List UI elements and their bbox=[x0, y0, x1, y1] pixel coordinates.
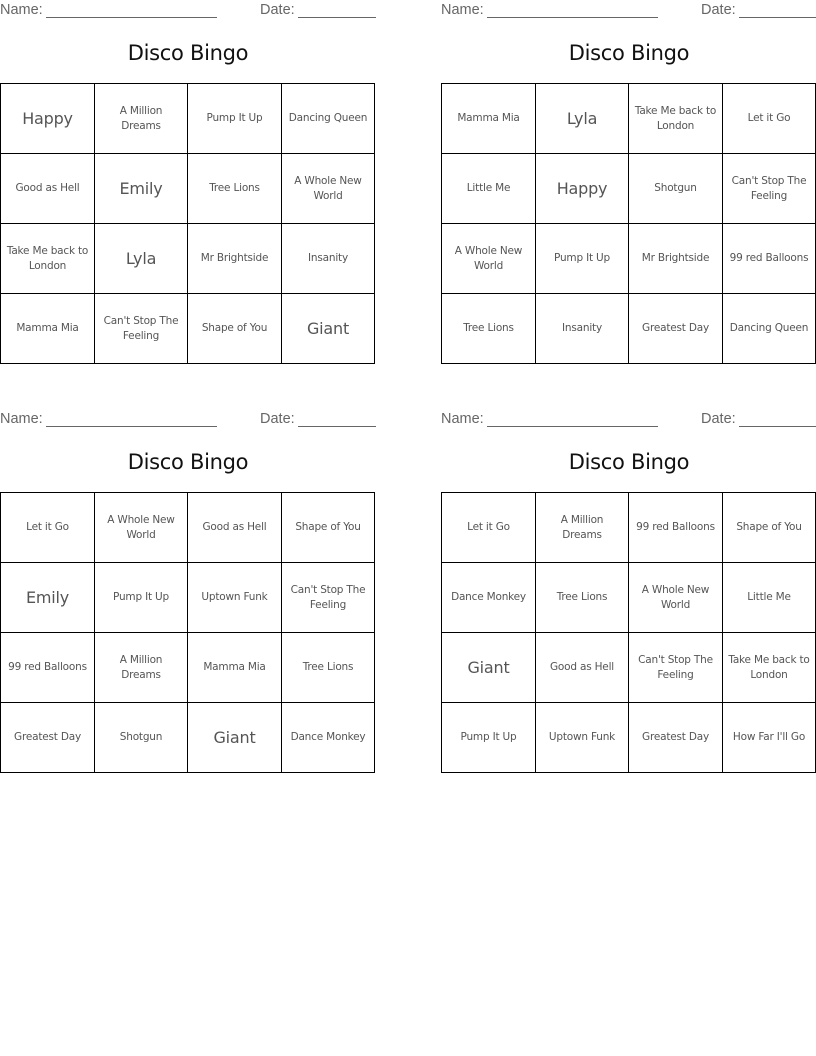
bingo-cell[interactable]: Pump It Up bbox=[442, 703, 536, 773]
bingo-cell[interactable]: Good as Hell bbox=[188, 493, 282, 563]
bingo-cell[interactable]: A Whole New World bbox=[442, 224, 536, 294]
bingo-cell[interactable]: Emily bbox=[1, 563, 95, 633]
card-title: Disco Bingo bbox=[127, 41, 249, 65]
card-title: Disco Bingo bbox=[568, 41, 690, 65]
bingo-cell[interactable]: Shape of You bbox=[282, 493, 375, 563]
bingo-cell[interactable]: Tree Lions bbox=[282, 633, 375, 703]
bingo-cell[interactable]: Good as Hell bbox=[1, 154, 95, 224]
bingo-grid bbox=[0, 492, 375, 773]
card-title: Disco Bingo bbox=[127, 450, 249, 474]
bingo-cell[interactable]: Greatest Day bbox=[1, 703, 95, 773]
bingo-cell[interactable]: 99 red Balloons bbox=[1, 633, 95, 703]
bingo-cell[interactable]: Tree Lions bbox=[536, 563, 629, 633]
bingo-cell[interactable]: Greatest Day bbox=[629, 703, 723, 773]
name-label: Name: bbox=[0, 411, 43, 427]
bingo-cell[interactable]: Happy bbox=[536, 154, 629, 224]
bingo-cell[interactable]: Shape of You bbox=[723, 493, 816, 563]
bingo-grid bbox=[441, 492, 816, 773]
bingo-cell[interactable]: Good as Hell bbox=[536, 633, 629, 703]
bingo-cell[interactable]: Take Me back to London bbox=[1, 224, 95, 294]
bingo-cell[interactable]: Happy bbox=[1, 84, 95, 154]
bingo-cell[interactable]: 99 red Balloons bbox=[723, 224, 816, 294]
bingo-cell[interactable]: A Whole New World bbox=[95, 493, 188, 563]
bingo-cell[interactable]: Shotgun bbox=[95, 703, 188, 773]
name-field-line[interactable] bbox=[487, 17, 658, 18]
bingo-cell[interactable]: Dancing Queen bbox=[282, 84, 375, 154]
date-label: Date: bbox=[260, 411, 295, 427]
bingo-cell[interactable]: Pump It Up bbox=[188, 84, 282, 154]
bingo-cell[interactable]: A Whole New World bbox=[282, 154, 375, 224]
bingo-grid bbox=[0, 83, 375, 364]
date-field-line[interactable] bbox=[298, 426, 376, 427]
name-field-line[interactable] bbox=[46, 17, 217, 18]
bingo-cell[interactable]: Can't Stop The Feeling bbox=[95, 294, 188, 364]
bingo-cell[interactable]: Shotgun bbox=[629, 154, 723, 224]
bingo-cell[interactable]: Pump It Up bbox=[536, 224, 629, 294]
bingo-cell[interactable]: Mr Brightside bbox=[629, 224, 723, 294]
bingo-grid bbox=[441, 83, 816, 364]
bingo-cell[interactable]: Dance Monkey bbox=[442, 563, 536, 633]
bingo-cell[interactable]: Giant bbox=[442, 633, 536, 703]
bingo-cell[interactable]: Shape of You bbox=[188, 294, 282, 364]
bingo-cell[interactable]: Little Me bbox=[442, 154, 536, 224]
bingo-cell[interactable]: Tree Lions bbox=[442, 294, 536, 364]
bingo-cell[interactable]: Let it Go bbox=[442, 493, 536, 563]
name-label: Name: bbox=[441, 411, 484, 427]
card-title: Disco Bingo bbox=[568, 450, 690, 474]
bingo-cell[interactable]: A Million Dreams bbox=[536, 493, 629, 563]
bingo-cell[interactable]: A Whole New World bbox=[629, 563, 723, 633]
bingo-cell[interactable]: Let it Go bbox=[723, 84, 816, 154]
date-label: Date: bbox=[260, 2, 295, 18]
name-date-header bbox=[441, 0, 816, 22]
bingo-cell[interactable]: Mr Brightside bbox=[188, 224, 282, 294]
bingo-cell[interactable]: Emily bbox=[95, 154, 188, 224]
name-date-header bbox=[0, 0, 376, 22]
name-field-line[interactable] bbox=[46, 426, 217, 427]
bingo-cell[interactable]: Lyla bbox=[536, 84, 629, 154]
bingo-cell[interactable]: How Far I'll Go bbox=[723, 703, 816, 773]
bingo-cell[interactable]: Mamma Mia bbox=[1, 294, 95, 364]
date-field-line[interactable] bbox=[739, 426, 816, 427]
bingo-cell[interactable]: Insanity bbox=[536, 294, 629, 364]
date-field-line[interactable] bbox=[739, 17, 816, 18]
date-label: Date: bbox=[701, 411, 736, 427]
bingo-cell[interactable]: Giant bbox=[282, 294, 375, 364]
bingo-cell[interactable]: A Million Dreams bbox=[95, 633, 188, 703]
name-field-line[interactable] bbox=[487, 426, 658, 427]
bingo-cell[interactable]: Mamma Mia bbox=[442, 84, 536, 154]
name-label: Name: bbox=[441, 2, 484, 18]
bingo-cell[interactable]: Can't Stop The Feeling bbox=[723, 154, 816, 224]
bingo-cell[interactable]: Little Me bbox=[723, 563, 816, 633]
date-label: Date: bbox=[701, 2, 736, 18]
name-date-header bbox=[441, 409, 816, 431]
bingo-cell[interactable]: Insanity bbox=[282, 224, 375, 294]
bingo-cell[interactable]: Take Me back to London bbox=[723, 633, 816, 703]
bingo-cell[interactable]: Greatest Day bbox=[629, 294, 723, 364]
bingo-cell[interactable]: Uptown Funk bbox=[188, 563, 282, 633]
bingo-cell[interactable]: Can't Stop The Feeling bbox=[629, 633, 723, 703]
bingo-cell[interactable]: Dancing Queen bbox=[723, 294, 816, 364]
bingo-cell[interactable]: Let it Go bbox=[1, 493, 95, 563]
bingo-cell[interactable]: Take Me back to London bbox=[629, 84, 723, 154]
bingo-cell[interactable]: Mamma Mia bbox=[188, 633, 282, 703]
bingo-cell[interactable]: Uptown Funk bbox=[536, 703, 629, 773]
bingo-cell[interactable]: A Million Dreams bbox=[95, 84, 188, 154]
name-date-header bbox=[0, 409, 376, 431]
bingo-cell[interactable]: Dance Monkey bbox=[282, 703, 375, 773]
bingo-cell[interactable]: Lyla bbox=[95, 224, 188, 294]
bingo-cell[interactable]: Giant bbox=[188, 703, 282, 773]
bingo-cell[interactable]: Can't Stop The Feeling bbox=[282, 563, 375, 633]
bingo-cell[interactable]: 99 red Balloons bbox=[629, 493, 723, 563]
bingo-cell[interactable]: Tree Lions bbox=[188, 154, 282, 224]
bingo-cell[interactable]: Pump It Up bbox=[95, 563, 188, 633]
date-field-line[interactable] bbox=[298, 17, 376, 18]
name-label: Name: bbox=[0, 2, 43, 18]
